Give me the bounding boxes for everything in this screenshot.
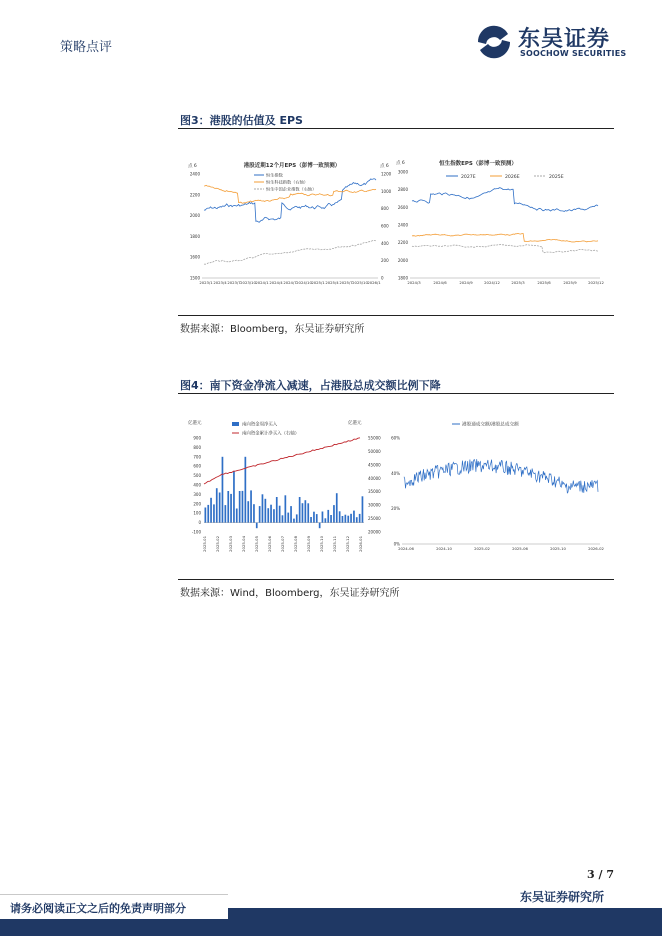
- x-tick-label: 2025-10: [550, 546, 566, 551]
- y-tick-label: 1800: [397, 275, 408, 281]
- y-tick-label: -100: [191, 529, 201, 535]
- weekly-net-buy-bar: [345, 515, 347, 523]
- y-tick-label: 500: [193, 473, 201, 479]
- y-tick-label: 40%: [391, 470, 400, 476]
- y-tick-label: 20%: [391, 506, 400, 512]
- y-tick-label: 200: [381, 258, 389, 264]
- y-tick-label: 1500: [189, 275, 200, 281]
- y-tick-label: 45000: [368, 462, 381, 468]
- y-tick-label: 800: [381, 206, 389, 212]
- y-tick-label: 40000: [368, 475, 381, 481]
- weekly-net-buy-bar: [333, 505, 335, 522]
- y-tick-label: 20000: [368, 529, 381, 535]
- weekly-net-buy-bar: [230, 494, 232, 523]
- y-tick-label: 2200: [189, 192, 200, 198]
- report-type-tag: 策略点评: [60, 40, 113, 55]
- x-tick-label: 2025-01: [202, 536, 207, 552]
- weekly-net-buy-bar: [313, 512, 315, 523]
- y-tick-label: 50000: [368, 448, 381, 454]
- y-tick-label: 30000: [368, 502, 381, 508]
- x-tick-label: 2024/3: [407, 280, 421, 285]
- legend-label: 恒生科技指数（右轴）: [266, 179, 308, 185]
- weekly-net-buy-bar: [290, 506, 292, 522]
- weekly-net-buy-bar: [339, 511, 341, 522]
- x-tick-label: 2025-12: [345, 536, 350, 552]
- y-tick-label: 2600: [397, 204, 408, 210]
- x-tick-label: 2023/10: [240, 280, 256, 285]
- x-tick-label: 2025/4: [325, 280, 339, 285]
- legend-label: 恒生中国企业指数（右轴）: [266, 186, 317, 192]
- series-line-2: [204, 240, 376, 264]
- figure3-bottom-rule: [178, 315, 614, 316]
- x-tick-label: 2026-01: [358, 536, 363, 552]
- weekly-net-buy-bar: [265, 499, 267, 523]
- x-tick-label: 2026-02: [588, 546, 604, 551]
- x-tick-label: 2025-05: [254, 536, 259, 552]
- y-tick-label: 2200: [397, 240, 408, 246]
- y-tick-label: 0%: [393, 541, 400, 547]
- weekly-net-buy-bar: [222, 457, 224, 523]
- weekly-net-buy-bar: [293, 519, 295, 523]
- weekly-net-buy-bar: [273, 509, 275, 522]
- y-tick-label: 2400: [189, 171, 200, 177]
- weekly-net-buy-bar: [242, 491, 244, 523]
- chart-title: 恒生指数EPS（彭博一致预测）: [439, 161, 517, 167]
- page-number: 3 / 7: [587, 868, 614, 881]
- y-tick-label: 1800: [189, 233, 200, 239]
- x-tick-label: 2024/4: [269, 280, 283, 285]
- weekly-net-buy-bar: [285, 495, 287, 522]
- series-line-0: [204, 179, 376, 223]
- y-tick-label: 600: [193, 463, 201, 469]
- x-tick-label: 2025-09: [306, 536, 311, 552]
- y-tick-label: 2000: [397, 257, 408, 263]
- weekly-net-buy-bar: [239, 491, 241, 523]
- ratio-line: [404, 459, 598, 493]
- x-tick-label: 2025-08: [293, 536, 298, 552]
- weekly-net-buy-bar: [316, 514, 318, 523]
- weekly-net-buy-bar: [279, 506, 281, 523]
- y-tick-label: 1600: [189, 254, 200, 260]
- logo-mark-icon: [478, 26, 510, 59]
- x-tick-label: 2024/6: [433, 280, 447, 285]
- weekly-net-buy-bar: [287, 513, 289, 523]
- x-tick-label: 2025-03: [228, 536, 233, 552]
- weekly-net-buy-bar: [359, 514, 361, 523]
- figure3-title: 图3：港股的估值及 EPS: [180, 114, 303, 127]
- weekly-net-buy-bar: [342, 516, 344, 523]
- figure3-right-chart: [394, 156, 608, 292]
- weekly-net-buy-bar: [347, 516, 349, 523]
- x-tick-label: 2024/10: [296, 280, 312, 285]
- x-tick-label: 2025-06: [512, 546, 528, 551]
- legend-label: 港股通成交额/港股总成交额: [462, 422, 519, 428]
- weekly-net-buy-bar: [350, 514, 352, 523]
- weekly-net-buy-bar: [227, 491, 229, 523]
- y-tick-label: 800: [193, 444, 201, 450]
- y-tick-label: 2800: [397, 187, 408, 193]
- figure3-left-chart: [186, 158, 398, 292]
- x-tick-label: 2025/6: [537, 280, 551, 285]
- figure4-right-chart: [388, 416, 610, 556]
- x-tick-label: 2024-06: [398, 546, 414, 551]
- weekly-net-buy-bar: [362, 496, 364, 522]
- weekly-net-buy-bar: [213, 504, 215, 522]
- weekly-net-buy-bar: [256, 523, 258, 529]
- x-tick-label: 2025-02: [215, 536, 220, 552]
- y-tick-label: 1200: [381, 171, 392, 177]
- x-tick-label: 2025/12: [588, 280, 604, 285]
- weekly-net-buy-bar: [207, 505, 209, 523]
- weekly-net-buy-bar: [305, 500, 307, 522]
- weekly-net-buy-bar: [336, 493, 338, 522]
- series-line-2: [412, 244, 598, 252]
- weekly-net-buy-bar: [219, 493, 221, 523]
- x-tick-label: 2025/9: [563, 280, 577, 285]
- weekly-net-buy-bar: [225, 505, 227, 522]
- y-left-unit: 亿港元: [188, 421, 202, 426]
- x-tick-label: 2025/7: [339, 280, 353, 285]
- weekly-net-buy-bar: [253, 504, 255, 522]
- x-tick-label: 2024/7: [283, 280, 297, 285]
- weekly-net-buy-bar: [262, 494, 264, 522]
- weekly-net-buy-bar: [267, 508, 269, 522]
- x-tick-label: 2025/10: [352, 280, 368, 285]
- x-tick-label: 2023/7: [227, 280, 241, 285]
- figure4-title: 图4：南下资金净流入减速，占港股总成交额比例下降: [180, 379, 441, 392]
- figure3-top-rule: [178, 128, 614, 129]
- weekly-net-buy-bar: [259, 506, 261, 522]
- y-unit: 点 6: [396, 161, 405, 166]
- x-tick-label: 2024/1: [255, 280, 269, 285]
- footer-firm-name: 东吴证券研究所: [520, 890, 605, 904]
- x-tick-label: 2025/1: [311, 280, 325, 285]
- chart-title: 港股近期12个月EPS（彭博一致预测）: [243, 163, 341, 169]
- weekly-net-buy-bar: [276, 497, 278, 523]
- y-tick-label: 60%: [391, 435, 400, 441]
- legend-label: 南向资金周净买入: [242, 422, 278, 428]
- legend-label: 2027E: [461, 175, 476, 180]
- legend-label: 2025E: [549, 175, 564, 180]
- x-tick-label: 2025-02: [474, 546, 490, 551]
- y-tick-label: 35000: [368, 489, 381, 495]
- weekly-net-buy-bar: [210, 498, 212, 523]
- firm-name-cn: 东吴证券: [518, 27, 611, 52]
- weekly-net-buy-bar: [299, 497, 301, 523]
- y-tick-label: 600: [381, 223, 389, 229]
- firm-name-en: SOOCHOW SECURITIES: [520, 49, 627, 58]
- legend-label: 南向资金累计净买入（右轴）: [242, 431, 300, 437]
- cumulative-net-buy-line: [204, 438, 360, 484]
- weekly-net-buy-bar: [307, 503, 309, 522]
- weekly-net-buy-bar: [322, 512, 324, 523]
- weekly-net-buy-bar: [327, 510, 329, 523]
- footer-disclaimer-text: 请务必阅读正文之后的免责声明部分: [10, 902, 186, 915]
- weekly-net-buy-bar: [205, 508, 207, 523]
- figure4-bottom-rule: [178, 579, 614, 580]
- weekly-net-buy-bar: [236, 509, 238, 523]
- weekly-net-buy-bar: [270, 505, 272, 523]
- x-tick-label: 2025-11: [332, 536, 337, 552]
- y-tick-label: 400: [381, 240, 389, 246]
- y-right-unit: 点 6: [380, 164, 389, 169]
- weekly-net-buy-bar: [325, 518, 327, 522]
- series-line-1: [412, 233, 598, 242]
- x-tick-label: 2025-04: [241, 536, 246, 552]
- weekly-net-buy-bar: [216, 488, 218, 522]
- weekly-net-buy-bar: [282, 515, 284, 522]
- x-tick-label: 2024-10: [436, 546, 452, 551]
- weekly-net-buy-bar: [319, 523, 321, 529]
- x-tick-label: 2024/9: [459, 280, 473, 285]
- y-tick-label: 300: [193, 491, 201, 497]
- y-tick-label: 25000: [368, 516, 381, 522]
- y-right-unit: 亿港元: [348, 421, 362, 426]
- weekly-net-buy-bar: [310, 517, 312, 523]
- x-tick-label: 2023/1: [199, 280, 213, 285]
- x-tick-label: 2023/4: [213, 280, 227, 285]
- y-tick-label: 1000: [381, 188, 392, 194]
- weekly-net-buy-bar: [302, 503, 304, 522]
- legend-swatch: [232, 422, 239, 426]
- weekly-net-buy-bar: [247, 501, 249, 522]
- y-tick-label: 400: [193, 482, 201, 488]
- weekly-net-buy-bar: [296, 514, 298, 522]
- y-tick-label: 0: [198, 520, 201, 526]
- y-tick-label: 3000: [397, 169, 408, 175]
- y-tick-label: 55000: [368, 435, 381, 441]
- figure4-top-rule: [178, 393, 614, 394]
- y-left-unit: 点 6: [188, 164, 197, 169]
- y-tick-label: 100: [193, 510, 201, 516]
- legend-label: 2026E: [505, 175, 520, 180]
- x-tick-label: 2024/12: [484, 280, 500, 285]
- y-tick-label: 700: [193, 454, 201, 460]
- series-line-0: [412, 188, 598, 212]
- weekly-net-buy-bar: [250, 490, 252, 522]
- y-tick-label: 0: [381, 275, 384, 281]
- y-tick-label: 200: [193, 501, 201, 507]
- weekly-net-buy-bar: [245, 457, 247, 523]
- figure4-left-chart: [186, 414, 382, 554]
- x-tick-label: 2025/3: [511, 280, 525, 285]
- x-tick-label: 2025-06: [267, 536, 272, 552]
- weekly-net-buy-bar: [356, 517, 358, 522]
- x-tick-label: 2026/1: [367, 280, 381, 285]
- weekly-net-buy-bar: [330, 515, 332, 523]
- figure3-source: 数据来源：Bloomberg，东吴证券研究所: [180, 324, 365, 335]
- y-tick-label: 2000: [189, 213, 200, 219]
- weekly-net-buy-bar: [233, 471, 235, 523]
- y-tick-label: 2400: [397, 222, 408, 228]
- legend-label: 恒生指数: [266, 172, 283, 178]
- footer-disclaimer-box: [0, 894, 228, 919]
- x-tick-label: 2025-10: [319, 536, 324, 552]
- weekly-net-buy-bar: [353, 511, 355, 523]
- figure4-source: 数据来源：Wind，Bloomberg，东吴证券研究所: [180, 588, 400, 599]
- x-tick-label: 2025-07: [280, 536, 285, 552]
- y-tick-label: 900: [193, 435, 201, 441]
